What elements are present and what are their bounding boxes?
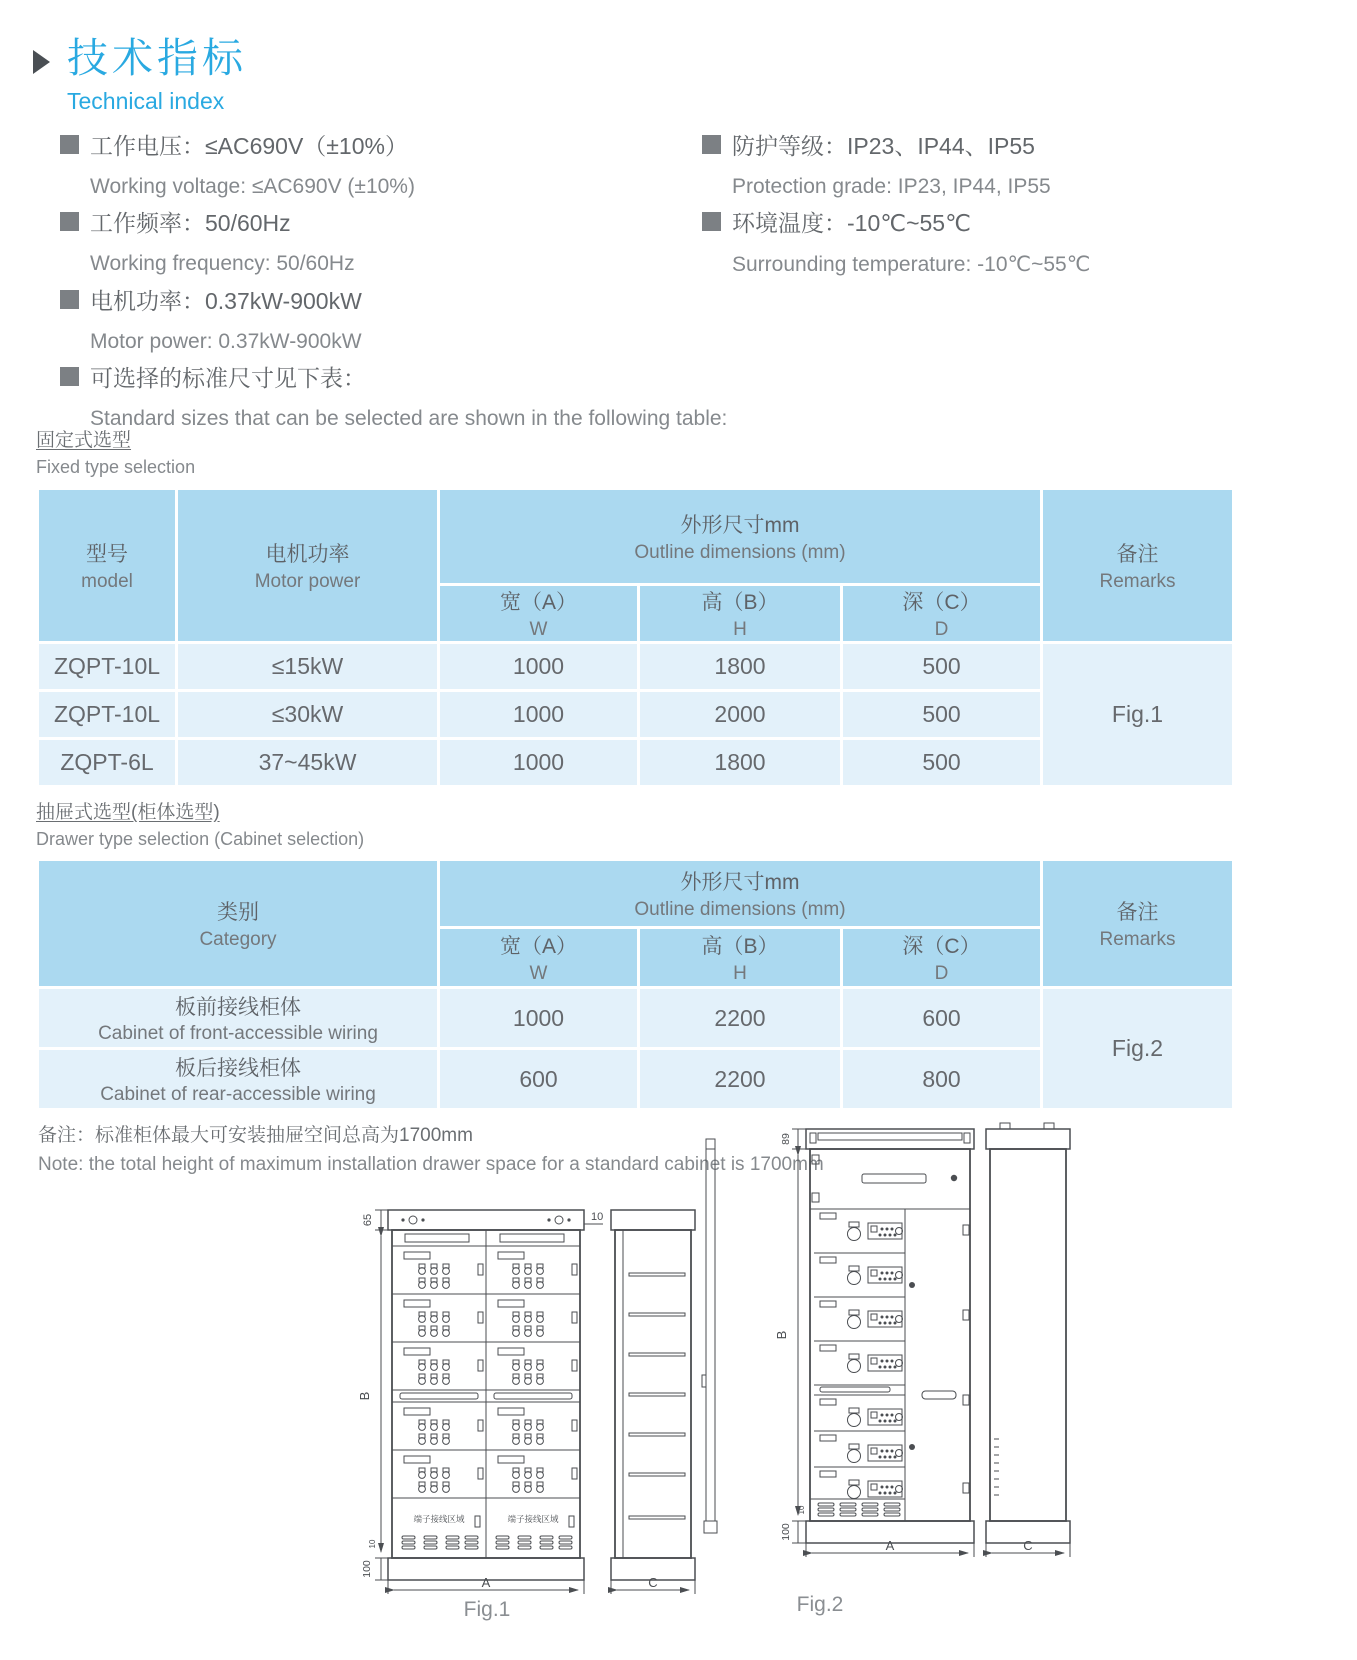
cell-height: 2200 bbox=[639, 988, 842, 1049]
section-arrow-icon bbox=[33, 50, 50, 74]
col-header-depth: 深（C） D bbox=[842, 585, 1042, 643]
cell-width: 1000 bbox=[439, 739, 639, 787]
fig1-dim-cap-height: 65 bbox=[362, 1213, 374, 1227]
section-title-en: Drawer type selection (Cabinet selection) bbox=[36, 829, 365, 849]
col-header-width: 宽（A） W bbox=[439, 585, 639, 643]
cell-category: 板后接线柜体 Cabinet of rear-accessible wiring bbox=[38, 1049, 439, 1110]
section-title-en: Fixed type selection bbox=[36, 457, 196, 477]
cell-width: 600 bbox=[439, 1049, 639, 1110]
spec-zh: 可选择的标准尺寸见下表： bbox=[90, 365, 366, 391]
col-header-category: 类别 Category bbox=[38, 860, 439, 988]
cell-depth: 800 bbox=[842, 1049, 1042, 1110]
cell-power: 37~45kW bbox=[177, 739, 439, 787]
spec-zh: 工作频率：50/60Hz bbox=[90, 210, 291, 236]
cell-category: 板前接线柜体 Cabinet of front-accessible wiring bbox=[38, 988, 439, 1049]
cell-remark: Fig.1 bbox=[1042, 643, 1234, 787]
page-title-text bbox=[67, 36, 247, 115]
bullet-square-icon bbox=[60, 290, 79, 309]
spec-zh: 防护等级：IP23、IP44、IP55 bbox=[732, 133, 1035, 159]
bullet-square-icon bbox=[60, 212, 79, 231]
col-header-remarks: 备注 Remarks bbox=[1042, 860, 1234, 988]
bullet-square-icon bbox=[702, 212, 721, 231]
fig2-dim-width: A bbox=[885, 1538, 895, 1553]
spec-working-voltage bbox=[60, 128, 415, 199]
bullet-square-icon bbox=[60, 135, 79, 154]
spec-standard-sizes bbox=[60, 360, 727, 431]
spec-protection-grade bbox=[702, 128, 1051, 199]
col-group-outline-dimensions: 外形尺寸mm Outline dimensions (mm) bbox=[439, 489, 1042, 585]
cell-power: ≤30kW bbox=[177, 691, 439, 739]
fig1-dim-top-right: 10 bbox=[591, 1211, 604, 1223]
spec-en: Working frequency: 50/60Hz bbox=[90, 252, 355, 275]
col-header-height: 高（B） H bbox=[639, 585, 842, 643]
fig1-cabinet-drawing bbox=[345, 1138, 715, 1598]
fig2-dim-cap-height: 89 bbox=[780, 1133, 792, 1145]
fig1-dim-width: A bbox=[481, 1575, 491, 1590]
cell-depth: 600 bbox=[842, 988, 1042, 1049]
fig1-dim-depth: C bbox=[648, 1575, 658, 1590]
page-title: 技术指标 bbox=[67, 35, 247, 81]
col-header-height: 高（B） H bbox=[639, 928, 842, 988]
note-en: Note: the total height of maximum installation drawer space for a standard cabinet is 1700mm bbox=[38, 1154, 824, 1175]
fig2-dim-plinth: 100 bbox=[780, 1523, 792, 1541]
page-title-en: Technical index bbox=[67, 88, 225, 115]
cell-power: ≤15kW bbox=[177, 643, 439, 691]
col-header-remarks: 备注 Remarks bbox=[1042, 489, 1234, 643]
spec-working-frequency bbox=[60, 205, 355, 276]
section-fixed-type bbox=[36, 425, 195, 478]
fig2-cabinet-drawing bbox=[700, 1095, 1080, 1595]
cell-depth: 500 bbox=[842, 691, 1042, 739]
cell-width: 1000 bbox=[439, 988, 639, 1049]
fig1-dim-body-height: B bbox=[357, 1391, 372, 1401]
spec-motor-power bbox=[60, 283, 362, 354]
spec-surrounding-temperature bbox=[702, 205, 1090, 277]
bullet-square-icon bbox=[60, 367, 79, 386]
cell-height: 2200 bbox=[639, 1049, 842, 1110]
col-header-depth: 深（C） D bbox=[842, 928, 1042, 988]
bullet-square-icon bbox=[702, 135, 721, 154]
spec-zh: 工作电压：≤AC690V（±10%） bbox=[90, 133, 408, 159]
fig2-caption: Fig.2 bbox=[796, 1593, 844, 1616]
spec-en: Working voltage: ≤AC690V (±10%) bbox=[90, 175, 415, 198]
note-zh: 备注：标准柜体最大可安装抽屉空间总高为1700mm bbox=[38, 1125, 473, 1146]
fig1-terminal-area-label: 端子接线区域 bbox=[413, 1514, 465, 1524]
table-row bbox=[38, 643, 1234, 691]
spec-en: Surrounding temperature: -10℃~55℃ bbox=[732, 253, 1091, 276]
spec-en: Standard sizes that can be selected are shown in the following table: bbox=[90, 407, 728, 430]
spec-en: Protection grade: IP23, IP44, IP55 bbox=[732, 175, 1051, 198]
fig1-terminal-area-label: 端子接线区域 bbox=[507, 1514, 559, 1524]
spec-en: Motor power: 0.37kW-900kW bbox=[90, 330, 362, 353]
cell-model: ZQPT-6L bbox=[38, 739, 177, 787]
fig2-dim-body-height: B bbox=[774, 1330, 789, 1340]
table-row bbox=[38, 988, 1234, 1049]
section-drawer-type bbox=[36, 797, 364, 850]
cell-model: ZQPT-10L bbox=[38, 643, 177, 691]
col-header-model: 型号 model bbox=[38, 489, 177, 643]
page-title-block bbox=[33, 36, 247, 115]
cell-model: ZQPT-10L bbox=[38, 691, 177, 739]
cell-depth: 500 bbox=[842, 643, 1042, 691]
section-title-zh: 固定式选型 bbox=[36, 430, 132, 451]
fixed-type-table bbox=[36, 487, 1235, 788]
col-group-outline-dimensions: 外形尺寸mm Outline dimensions (mm) bbox=[439, 860, 1042, 928]
fig1-caption: Fig.1 bbox=[463, 1598, 511, 1621]
fig1-dim-plinth: 100 bbox=[361, 1560, 373, 1578]
col-header-width: 宽（A） W bbox=[439, 928, 639, 988]
cell-width: 1000 bbox=[439, 691, 639, 739]
drawer-type-table bbox=[36, 858, 1235, 1111]
cell-height: 1800 bbox=[639, 739, 842, 787]
fig2-dim-depth: C bbox=[1023, 1538, 1033, 1553]
cell-height: 1800 bbox=[639, 643, 842, 691]
col-header-motor-power: 电机功率 Motor power bbox=[177, 489, 439, 643]
cell-width: 1000 bbox=[439, 643, 639, 691]
fig2-dim-vent: 10 bbox=[797, 1505, 806, 1515]
spec-zh: 电机功率：0.37kW-900kW bbox=[90, 288, 362, 314]
fig1-dim-vent: 10 bbox=[368, 1539, 377, 1549]
cell-height: 2000 bbox=[639, 691, 842, 739]
cell-remark: Fig.2 bbox=[1042, 988, 1234, 1110]
cell-depth: 500 bbox=[842, 739, 1042, 787]
section-title-zh: 抽屉式选型(柜体选型) bbox=[36, 802, 220, 823]
spec-zh: 环境温度：-10℃~55℃ bbox=[732, 210, 971, 236]
